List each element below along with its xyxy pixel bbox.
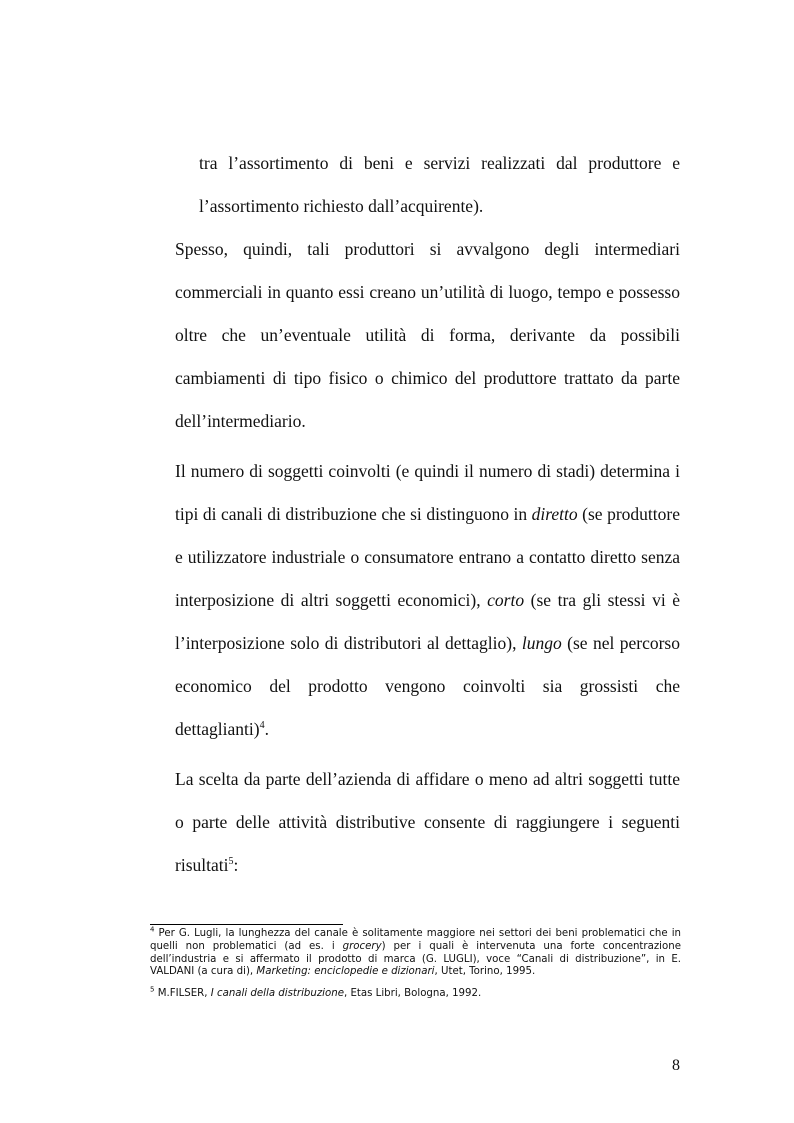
body-text (175, 142, 680, 887)
italic-term-corto: corto (487, 590, 525, 610)
footnote-5 (150, 985, 681, 1001)
text-run: M.FILSER, (154, 988, 211, 1000)
footnote-ref-5[interactable]: 5 (228, 856, 234, 868)
text-run: , Utet, Torino, 1995. (434, 966, 536, 978)
text-run: Per G. Lugli, la lunghezza del canale è solitamente maggiore nei settori dei beni problematici che in quelli non problematici (ad es. i (150, 928, 681, 952)
italic-title: Marketing: enciclopedie e dizionari (256, 966, 435, 978)
paragraph-scelta (175, 758, 680, 887)
italic-title: I canali della distribuzione (210, 988, 344, 1000)
footnote-separator (150, 924, 343, 925)
text-run: . (264, 719, 269, 739)
italic-term-diretto: diretto (531, 504, 578, 524)
footnote-4 (150, 925, 681, 979)
footnote-number: 4 (150, 925, 155, 934)
text-run: La scelta da parte dell’azienda di affidare o meno ad altri soggetti tutte o parte delle attività distributive consente di raggiungere i seguenti risultati (175, 769, 680, 875)
text-run: (se produttore e utilizzatore industriale o consumatore entrano a contatto diretto senza interposizione di altri soggetti economici), (175, 504, 680, 610)
text-run: : (233, 855, 239, 875)
page-number: 8 (672, 1057, 680, 1074)
text-run: ) per i quali è intervenuta una forte concentrazione dell’industria e si affermato il prodotto di marca (G. LUGLI), voce “Canali di distribuzione”, in E. VALDANI (a cura di), (150, 940, 681, 978)
text-run: Il numero di soggetti coinvolti (e quindi il numero di stadi) determina i tipi di canali di distribuzione che si distinguono in (175, 461, 680, 524)
footnote-ref-4[interactable]: 4 (259, 720, 265, 732)
paragraph-canali (175, 450, 680, 751)
text-run: (se nel percorso economico del prodotto vengono coinvolti sia grossisti che dettaglianti) (175, 633, 680, 739)
text-run: , Etas Libri, Bologna, 1992. (343, 988, 482, 1000)
italic-term-lungo: lungo (521, 633, 562, 653)
paragraph-intermediari: Spesso, quindi, tali produttori si avvalgono degli intermediari commerciali in quanto essi creano un’utilità di luogo, tempo e possesso oltre che un’eventuale utilità di forma, derivante da possibili cambiamenti di tipo fisico o chimico del produttore trattato da parte dell’intermediario. (175, 239, 680, 431)
footnote-number: 5 (150, 985, 155, 994)
italic-term: grocery (342, 940, 382, 952)
text-run: (se tra gli stessi vi è l’interposizione solo di distributori al dettaglio), (175, 590, 681, 653)
footnotes (150, 925, 681, 1010)
paragraph-continuation: tra l’assortimento di beni e servizi realizzati dal produttore e l’assortimento richiesto dall’acquirente). (199, 153, 680, 216)
